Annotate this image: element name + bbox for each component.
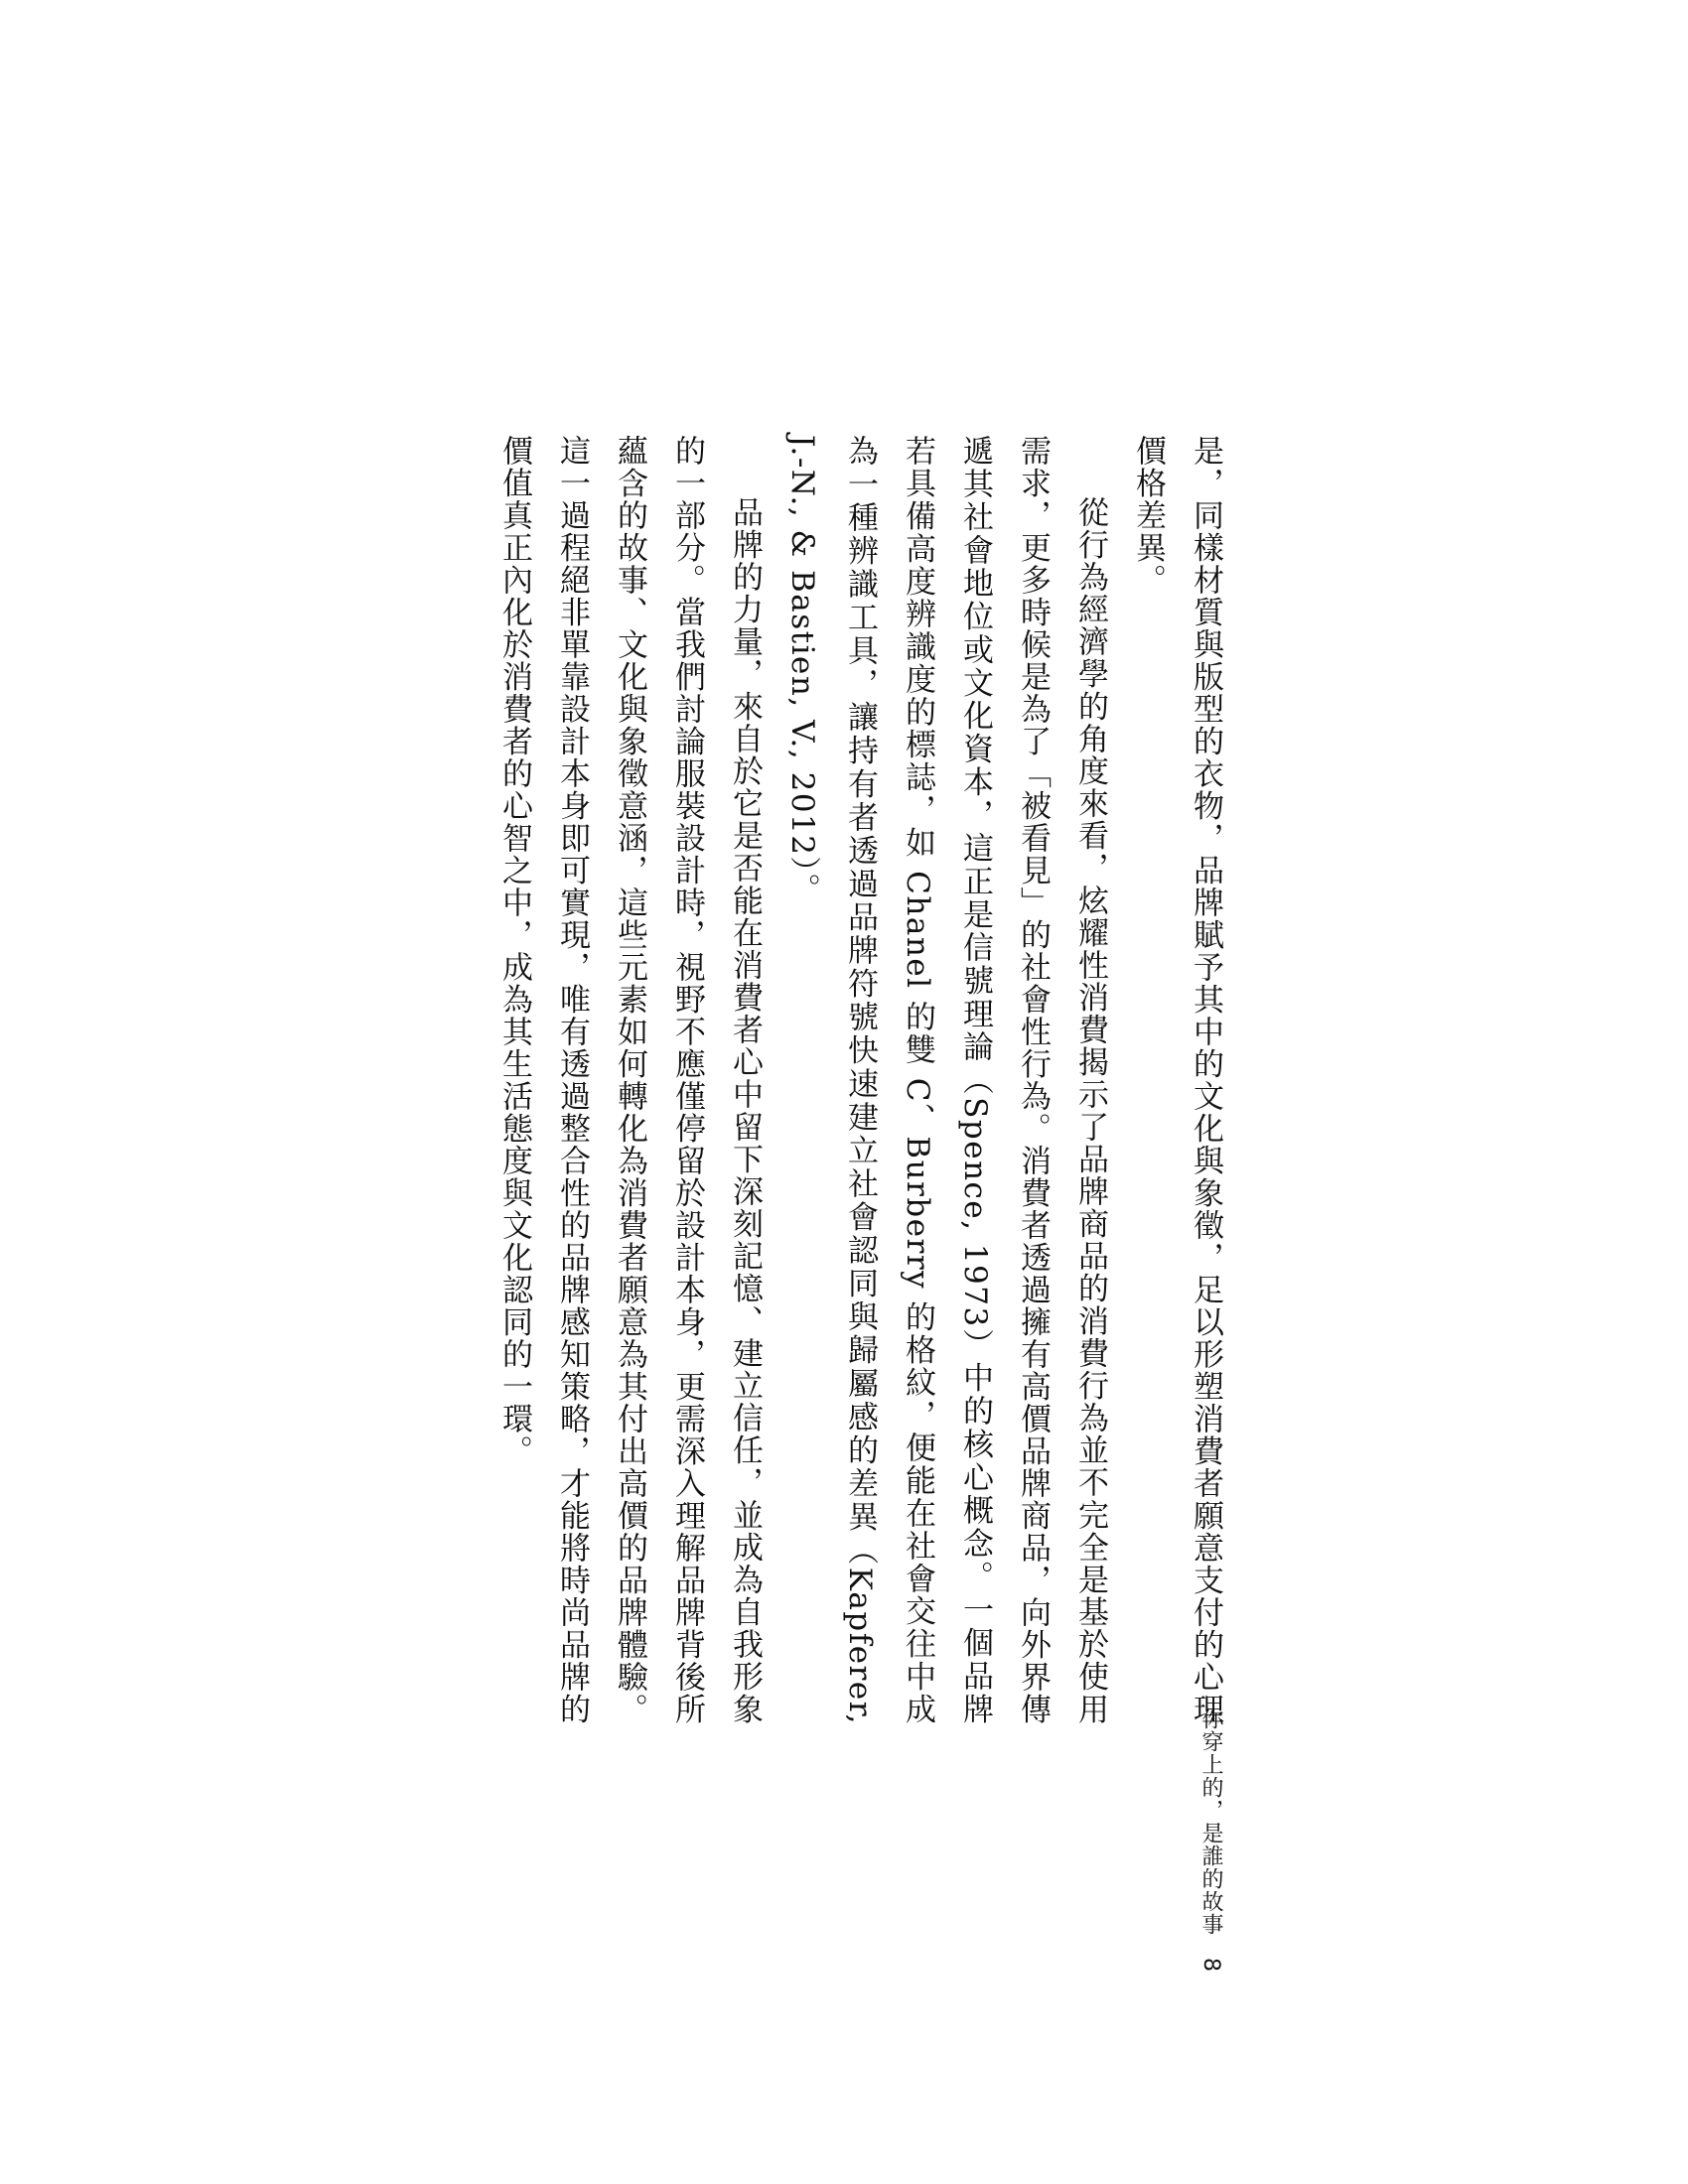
page-number: 8 [1198, 1958, 1223, 1973]
body-text [496, 435, 1234, 1725]
paragraph-3: 品牌的力量，來自於它是否能在消費者心中留下深刻記憶、建立信任，並成為自我形象的一部分。當我們討論服裝設計時，視野不應僅停留於設計本身，更需深入理解品牌背後所蘊含的故事、文化與象徵意涵，這些元素如何轉化為消費者願意為其付出高價的品牌體驗。這一過程絕非單靠設計本身即可實現，唯有透過整合性的品牌感知策略，才能將時尚品牌的價值真正內化於消費者的心智之中，成為其生活態度與文化認同的一環。 [496, 435, 763, 1725]
paragraph-2: 從行為經濟學的角度來看，炫耀性消費揭示了品牌商品的消費行為並不完全是基於使用需求，更多時候是為了「被看見」的社會性行為。消費者透過擁有高價品牌商品，向外界傳遞其社會地位或文化資本，這正是信號理論（Spence, 1973）中的核心概念。一個品牌若具備高度辨識度的標誌，如 Chanel 的雙 C、Burberry 的格紋，便能在社會交往中成為一種辨識工具，讓持有者透過品牌符號快速建立社會認同與歸屬感的差異（Kapferer, J.-N., & Bastien, V., 2012）。 [784, 435, 1108, 1725]
running-head [1196, 1707, 1225, 1973]
paragraph-1: 是，同樣材質與版型的衣物，品牌賦予其中的文化與象徵，足以形塑消費者願意支付的心理價格差異。 [1130, 435, 1223, 1725]
running-head-title: 你穿上的，是誰的故事 [1198, 1707, 1223, 1936]
